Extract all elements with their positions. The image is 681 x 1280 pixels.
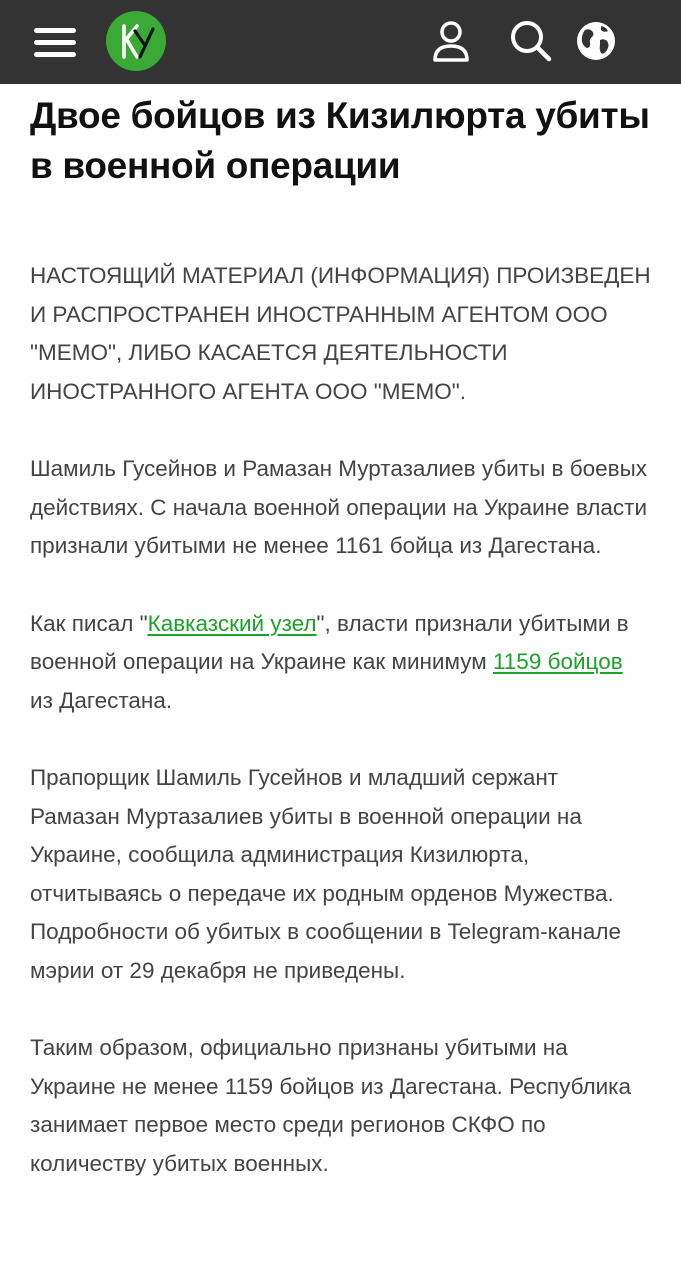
fighters-count-link[interactable]: 1159 бойцов bbox=[492, 649, 623, 674]
article-lead-paragraph: Шамиль Гусейнов и Рамазан Муртазалиев убиты в боевых действиях. С начала военной операции на Украине власти признали убитыми не менее 1161 бойца из Дагестана. bbox=[30, 456, 648, 558]
foreign-agent-disclaimer: НАСТОЯЩИЙ МАТЕРИАЛ (ИНФОРМАЦИЯ) ПРОИЗВЕДЕН И РАСПРОСТРАНЕН ИНОСТРАННЫМ АГЕНТОМ ООО "МЕМО", ЛИБО КАСАЕТСЯ ДЕЯТЕЛЬНОСТИ ИНОСТРАННОГО АГЕНТА ООО "МЕМО". bbox=[30, 263, 651, 404]
paragraph-text: из Дагестана. bbox=[30, 687, 173, 713]
article-body bbox=[30, 84, 651, 1183]
article-paragraph: Прапорщик Шамиль Гусейнов и младший сержант Рамазан Муртазалиев убиты в военной операции на Украине, сообщила администрация Кизилюрта, отчитываясь о передаче их родным орденов Мужества. Подробности об убитых в сообщении в Telegram-канале мэрии от 29 декабря не приведены. bbox=[30, 765, 622, 983]
logo-mark bbox=[106, 11, 166, 71]
article-paragraph bbox=[30, 605, 651, 721]
globe-icon[interactable] bbox=[573, 18, 619, 64]
paragraph-text: Как писал " bbox=[30, 610, 148, 636]
site-logo[interactable] bbox=[106, 11, 166, 71]
paragraph-text: ", власти признали убитыми в военной операции на Украине как минимум bbox=[30, 610, 629, 674]
kavkaz-uzel-link[interactable]: Кавказский узел bbox=[147, 610, 317, 636]
article-paragraph: Таким образом, официально признаны убитыми на Украине не менее 1159 бойцов из Дагестана. Республика занимает первое место среди регионов СКФО по количеству убитых военных. bbox=[30, 1035, 632, 1176]
top-navigation-bar bbox=[0, 0, 681, 84]
search-icon[interactable] bbox=[508, 18, 554, 64]
hamburger-menu-icon[interactable] bbox=[34, 24, 78, 60]
user-icon[interactable] bbox=[428, 18, 474, 64]
article-title: Двое бойцов из Кизилюрта убиты в военной операции bbox=[30, 95, 650, 186]
